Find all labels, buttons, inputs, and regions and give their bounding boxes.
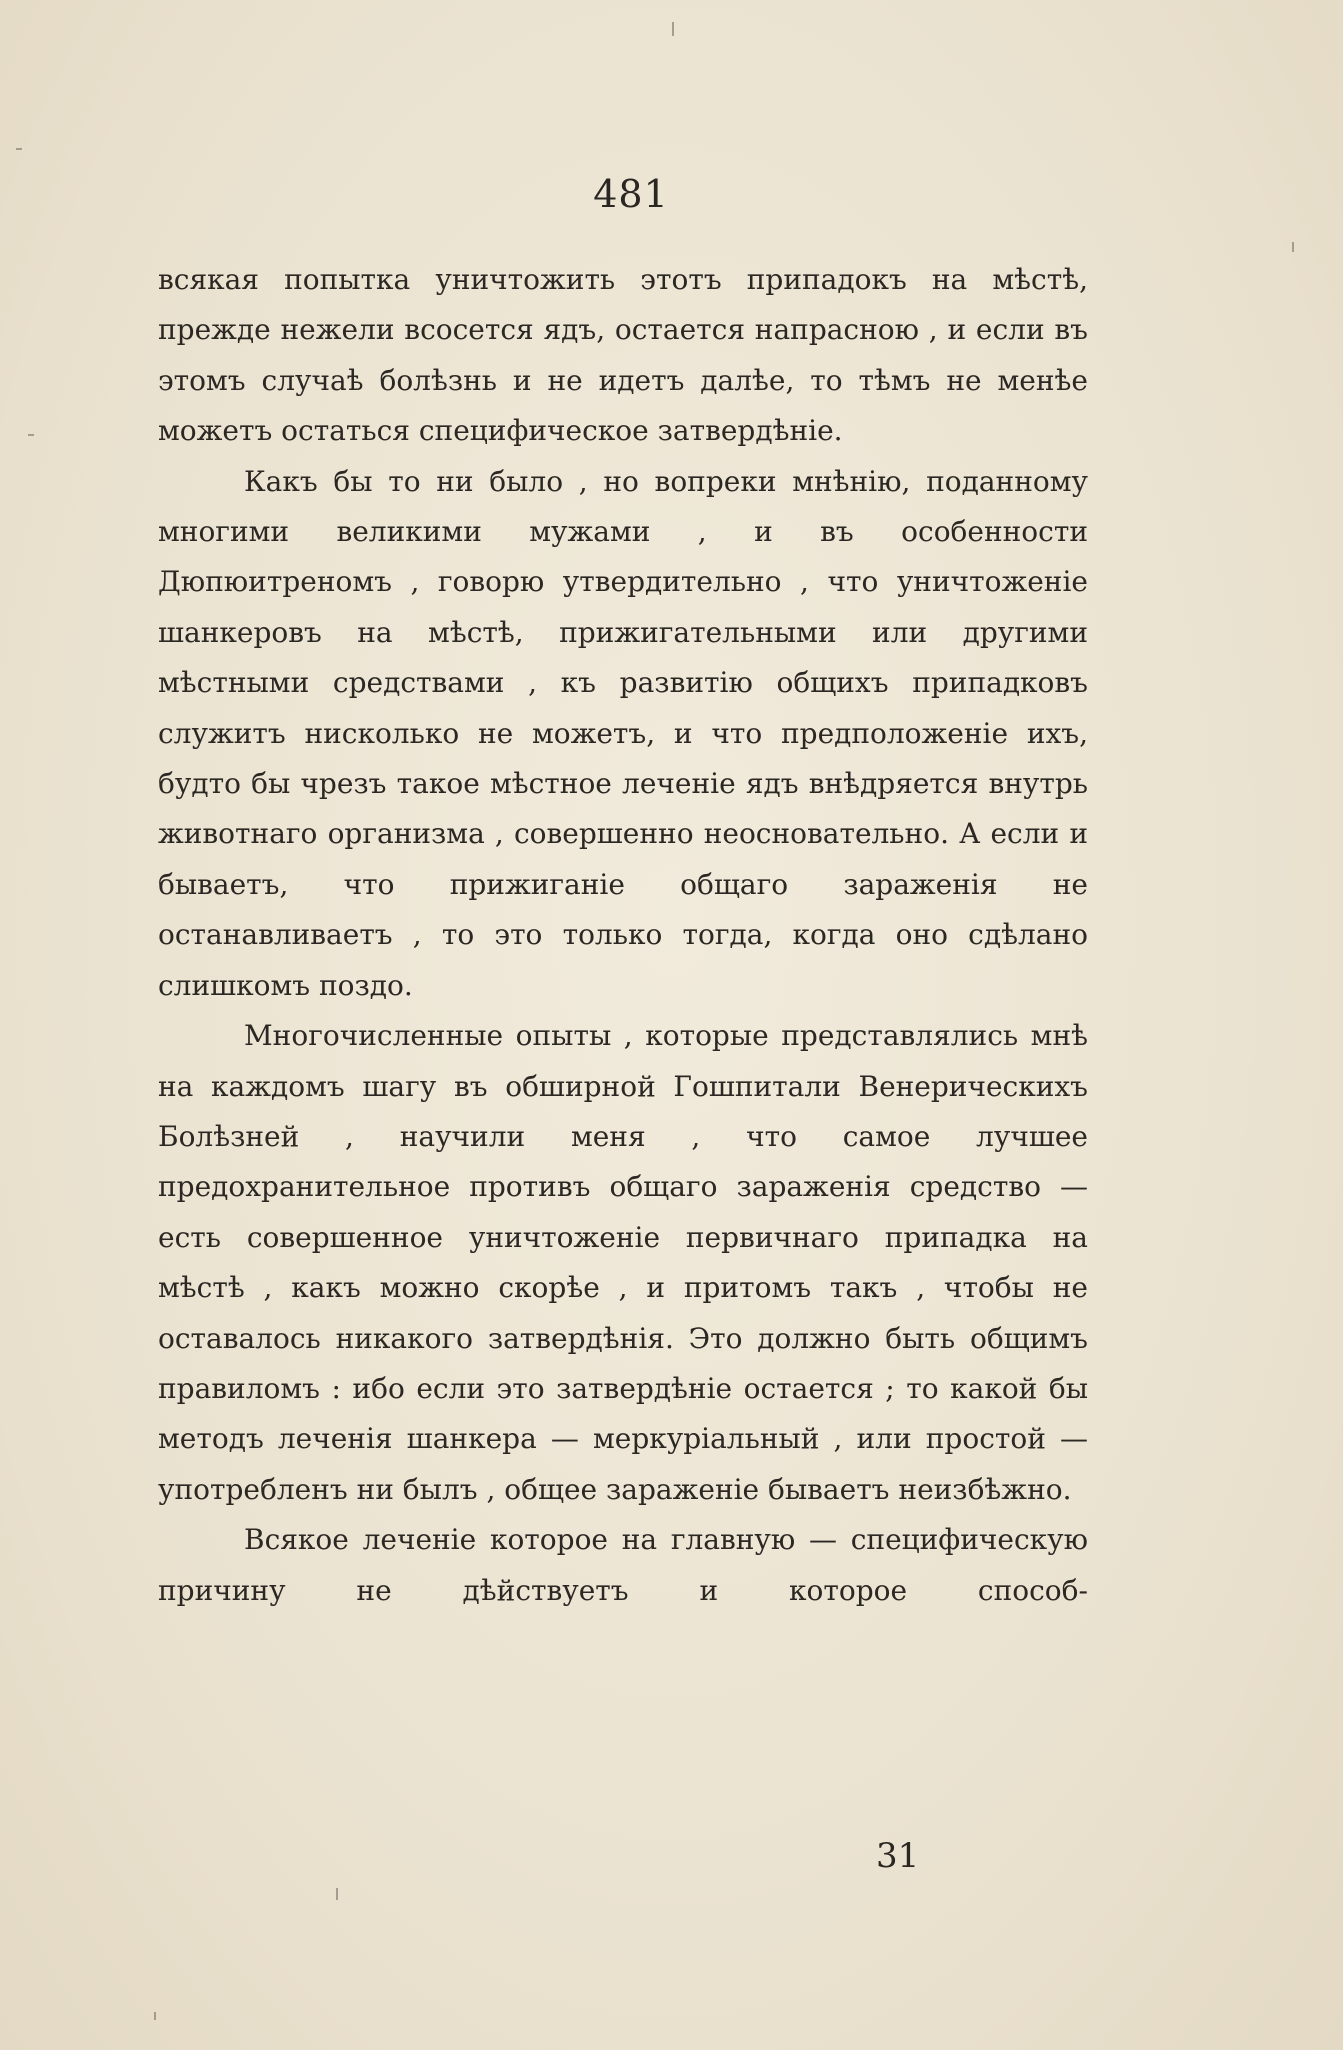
paper-speck [1292, 242, 1294, 252]
paper-speck [28, 434, 34, 436]
signature-mark: 31 [876, 1836, 920, 1876]
paragraph-3: Многочисленные опыты , которые представлялись мнѣ на каждомъ шагу въ обширной Гошпитали Венерическихъ Болѣзней , научили меня , что самое лучшее предохранительное противъ общаго зараженія средство — есть совершенное уничтоженіе первичнаго припадка на мѣстѣ , какъ можно скорѣе , и притомъ такъ , чтобы не оставалось никакого затвердѣнія. Это должно быть общимъ правиломъ : ибо если это затвердѣніе остается ; то какой бы методъ леченія шанкера — меркуріальный , или простой — употребленъ ни былъ , общее зараженіе бываетъ неизбѣжно. [158, 1019, 1088, 1506]
paper-speck [16, 148, 22, 150]
page-number: 481 [593, 172, 669, 216]
paper-speck [154, 2012, 156, 2020]
paragraph-1: всякая попытка уничтожить этотъ припадокъ на мѣстѣ, прежде нежели всосется ядъ, остается напрасною , и если въ этомъ случаѣ болѣзнь и не идетъ далѣе, то тѣмъ не менѣе можетъ остаться специфическое затвердѣніе. [158, 263, 1088, 448]
paper-speck [672, 22, 674, 36]
paper-speck [336, 1888, 338, 1900]
paragraph-2: Какъ бы то ни было , но вопреки мнѣнію, поданному многими великими мужами , и въ особенности Дюпюитреномъ , говорю утвердительно , что уничтоженіе шанкеровъ на мѣстѣ, прижигательными или другими мѣстными средствами , къ развитію общихъ припадковъ служитъ нисколько не можетъ, и что предположеніе ихъ, будто бы чрезъ такое мѣстное леченіе ядъ внѣдряется внутрь животнаго организма , совершенно неосновательно. А если и бываетъ, что прижиганіе общаго зараженія не останавливаетъ , то это только тогда, когда оно сдѣлано слишкомъ поздо. [158, 464, 1088, 1002]
paragraph-4: Всякое леченіе которое на главную — специфическую причину не дѣйствуетъ и которое способ- [158, 1523, 1088, 1607]
body-text [158, 255, 1088, 1616]
